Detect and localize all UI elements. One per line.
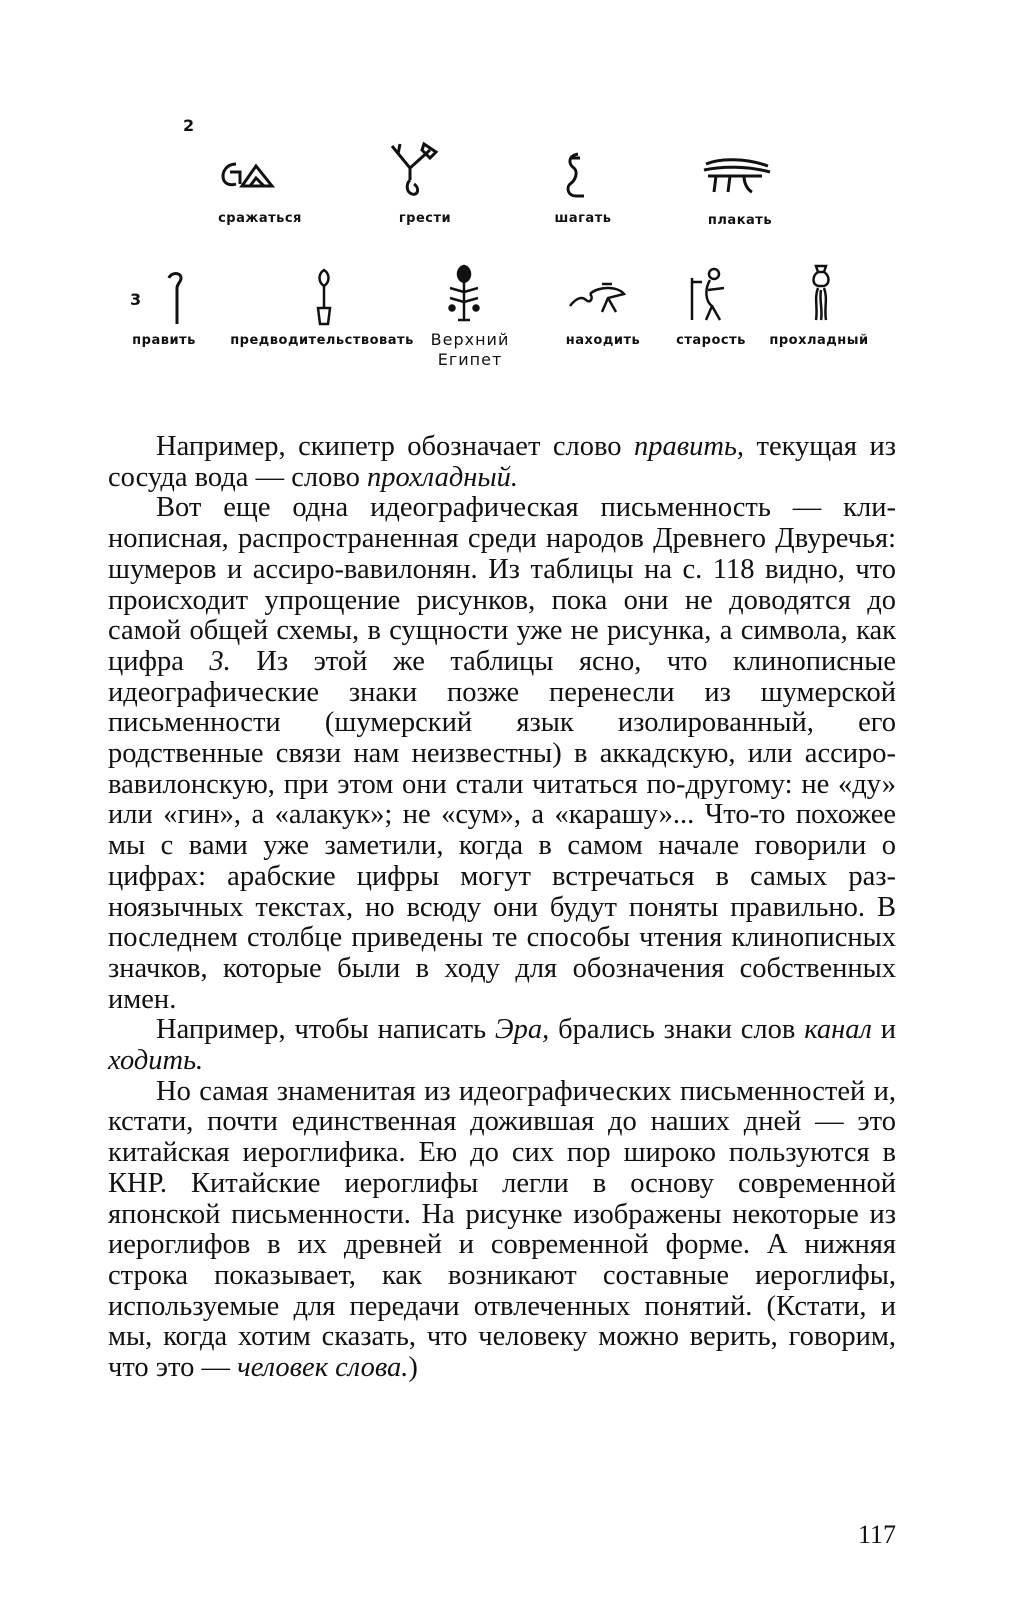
caption-old-age: старость [676, 333, 746, 348]
row-number-2: 2 [183, 116, 195, 135]
caption-find: находить [565, 333, 641, 348]
paragraph-4: Но самая знаменитая из идеографических письменностей и, кстати, почти единственная дожившая до наших дней — это китайская иероглифика. Ею до сих пор широко пользуются в КНР. Китайские иероглифы легли в основу современной японской письменности. На рисунке изображены некоторые из иероглифов в их древней и современной форме. А нижняя строка показывает, как возникают составные иероглифы, используемые для передачи отвлеченных понятий. (Кстати, и мы, когда хотим сказать, что человеку можно верить, говорим, что это — человек слова.) [108, 1075, 896, 1384]
arms-with-shield-glyph-icon [220, 158, 280, 190]
caption-rule: править [132, 333, 196, 348]
paragraph-2: Вот еще одна идеографическая письменность — клинописная, распространенная среди народов Древнего Двуречья: шумеров и ассиро-вавилонян. Из таблицы на с. 118 видно, что происходит упрощение рисунков, пока они не доводятся до самой общей схемы, в сущности уже не рисунка, а символа, как цифра 3. Из этой же таблицы ясно, что клинописные идеографические знаки позже перенесли из шумерской письменности (шумерский язык изолированный, его родственные связи нам неизвестны) в аккадскую, или ассиро-вавилонскую, при этом они стали читаться по-другому: не «ду» или «гин», а «алакук»; не «сум», а «карашу»... Что-то похожее мы с вами уже заметили, когда в самом начале говорили о цифрах: арабские цифры могут встречаться в самых разноязычных текстах, но всюду они будут поняты правильно. В последнем столбце приведены те способы чтения клинописных значков, которые были в ходу для обозначения собственных имен. [108, 492, 897, 1015]
paragraph-1: Например, скипетр обозначает слово править, текущая из сосуда вода — слово прохладный. [108, 431, 896, 493]
staff-glyph-icon [312, 268, 336, 328]
caption-walk: шагать [554, 211, 612, 226]
caption-cool: прохладный [769, 333, 869, 348]
leg-glyph-icon [560, 150, 590, 200]
water-jar-glyph-icon [808, 262, 834, 324]
caption-row: грести [398, 211, 452, 226]
weeping-eye-glyph-icon [700, 156, 774, 196]
body-text [108, 432, 896, 1384]
caption-upper-egypt: Верхний Египет [430, 330, 510, 369]
old-man-glyph-icon [688, 266, 732, 324]
caption-fight: сражаться [218, 211, 302, 226]
row-number-3: 3 [130, 290, 142, 309]
caption-cry: плакать [707, 213, 773, 228]
bird-and-hand-glyph-icon [568, 276, 632, 316]
hieroglyph-figure [0, 0, 1022, 400]
scepter-glyph-icon [165, 270, 189, 326]
oar-glyph-icon [388, 140, 440, 200]
lotus-plant-glyph-icon [444, 262, 484, 326]
caption-lead: предводительствовать [230, 333, 414, 348]
paragraph-3: Например, чтобы написать Эра, брались знаки слов канал и ходить. [108, 1014, 897, 1077]
page-number: 117 [857, 1520, 896, 1549]
